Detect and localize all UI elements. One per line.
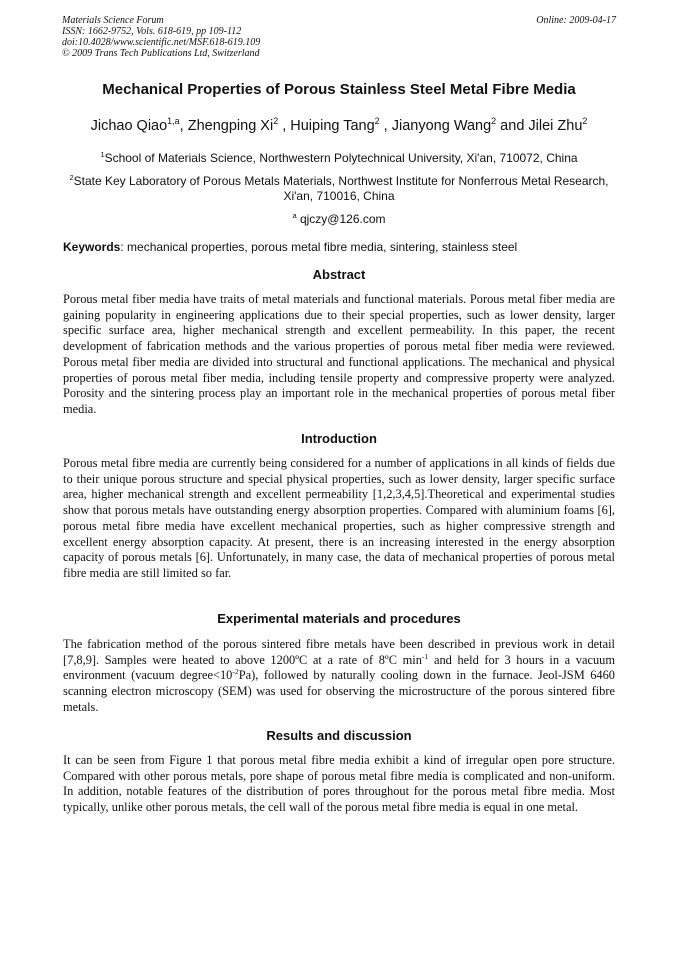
experimental-text-part: The fabrication method of the porous sintered fibre metals have been described in previous work in detail [7,8,9]. Samples were heated to above 1200ºC at a rate of 8ºC min xyxy=(63,637,615,667)
affiliation-text: State Key Laboratory of Porous Metals Materials, Northwest Institute for Nonferrous Metal Research, Xi'an, 710016, China xyxy=(73,174,609,203)
author-superscript: 2 xyxy=(491,116,497,127)
email-address: qjczy@126.com xyxy=(296,212,386,226)
results-text: It can be seen from Figure 1 that porous metal fibre media exhibit a kind of irregular open pore structure. Compared with other porous metals, pore shape of porous metal fibre media is complicated and non-uniform. In addition, notable features of the distribution of pores throughout for the porous metal fibre media. Most typically, unlike other porous metals, the cell wall of the porous metal fibre media is equal in one metal. xyxy=(63,753,615,815)
affiliation-superscript: 1 xyxy=(100,150,105,159)
doi-line: doi:10.4028/www.scientific.net/MSF.618-619.109 xyxy=(62,37,261,48)
experimental-superscript: -2 xyxy=(232,667,239,677)
keywords-text: : mechanical properties, porous metal fibre media, sintering, stainless steel xyxy=(120,240,518,254)
keywords xyxy=(63,240,638,255)
author-superscript: 2 xyxy=(582,116,588,127)
online-date: Online: 2009-04-17 xyxy=(536,15,616,26)
issn-line: ISSN: 1662-9752, Vols. 618-619, pp 109-112 xyxy=(62,26,242,37)
keywords-label: Keywords xyxy=(63,240,121,254)
email-line xyxy=(64,212,614,227)
author-superscript: 1,a xyxy=(167,116,180,127)
author-name: Jichao Qiao xyxy=(90,118,168,134)
introduction-text: Porous metal fibre media are currently being considered for a number of applications in all kinds of fields due to their unique porous structure and special physical properties, such as lower density, larger specific surface area, higher mechanical strength and excellent permeability [1,2,3,4,5].Theoretical and experimental studies show that porous metals have outstanding energy absorption properties. Compared with aluminium foams [6], porous metal fibre media have excellent mechanical properties, such as higher compressive strength and excellent energy absorption capacity. At present, there is an increasing interested in the energy absorption capacity of porous metals [6]. Unfortunately, in many case, the data of mechanical properties of porous metal fibre media are still limited so far. xyxy=(63,456,615,580)
author-name: , Jianyong Wang xyxy=(379,118,492,134)
abstract-text: Porous metal fiber media have traits of metal materials and functional materials. Porous metal fiber media are gaining popularity in engineering applications due to their special properties, such as lower density, larger specific surface area, higher mechanical strength and excellent permeability. In this paper, the recent development of fabrication methods and the various properties of porous metal fiber media were reviewed. Porous metal fiber media are divided into structural and functional applications. The mechanical and physical properties of porous metal fiber media, including tensile property and compressive property were analyzed. Porosity and the sintering process play an important role in the mechanical properties of porous metal fiber media. xyxy=(63,292,615,416)
experimental-heading: Experimental materials and procedures xyxy=(217,611,461,626)
introduction-heading: Introduction xyxy=(301,431,377,446)
paper-title: Mechanical Properties of Porous Stainless Steel Metal Fibre Media xyxy=(102,81,576,98)
experimental-text-part: Pa), followed by naturally cooling down in the furnace. Jeol-JSM 6460 scanning electron microscopy (SEM) was used for observing the microstructure of the porous sintered fibre metals. xyxy=(63,668,615,714)
journal-name: Materials Science Forum xyxy=(62,15,164,26)
affiliation-1 xyxy=(64,151,614,166)
affiliation-superscript: 2 xyxy=(69,173,74,182)
author-superscript: 2 xyxy=(273,116,279,127)
abstract-heading: Abstract xyxy=(312,267,366,282)
journal-header xyxy=(62,15,616,59)
results-heading: Results and discussion xyxy=(266,728,412,743)
experimental-superscript: -1 xyxy=(421,651,429,661)
author-superscript: 2 xyxy=(374,116,380,127)
author-name: , Zhengping Xi xyxy=(179,118,274,134)
author-list xyxy=(20,117,658,135)
email-superscript: a xyxy=(292,211,297,220)
author-name: , Huiping Tang xyxy=(278,118,375,134)
experimental-text-part: and held for 3 hours in a vacuum environment (vacuum degree<10 xyxy=(63,652,616,683)
experimental-text xyxy=(63,637,615,716)
affiliation-2 xyxy=(64,174,614,204)
author-name: and Jilei Zhu xyxy=(496,118,583,134)
affiliation-text: School of Materials Science, Northwestern Polytechnical University, Xi'an, 710072, China xyxy=(104,151,578,165)
copyright-line: © 2009 Trans Tech Publications Ltd, Switzerland xyxy=(62,48,260,59)
